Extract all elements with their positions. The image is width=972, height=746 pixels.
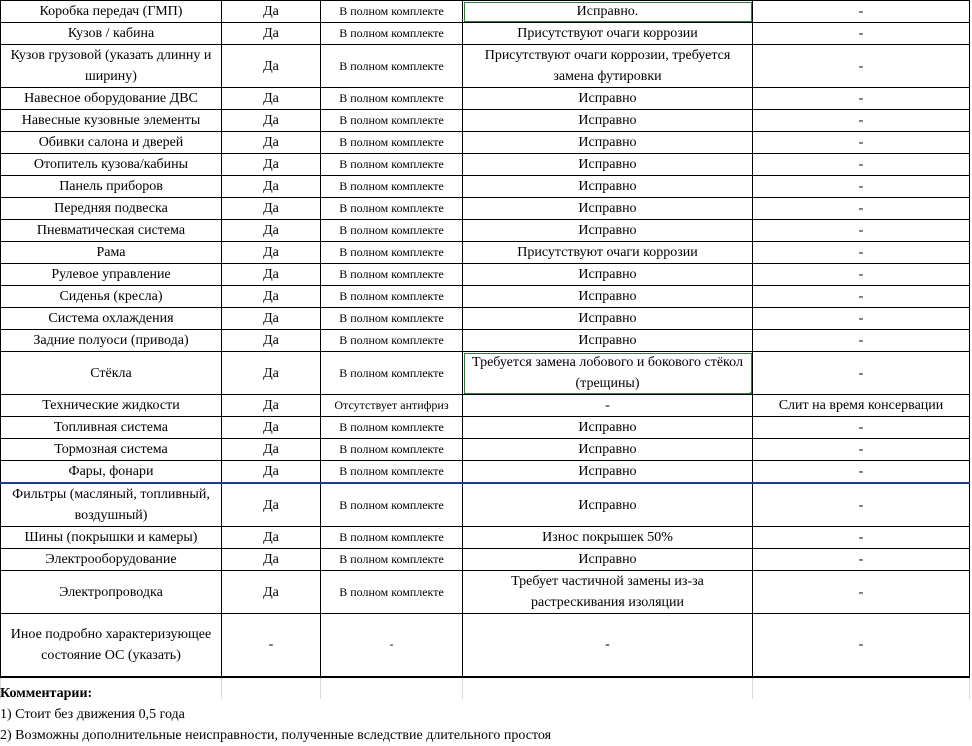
row-completeness-cell[interactable]: В полном комплекте [321, 23, 463, 45]
table-row [1, 614, 970, 677]
row-note-cell[interactable]: - [753, 132, 970, 154]
row-availability-cell[interactable]: Да [222, 527, 321, 549]
table-row [1, 483, 970, 527]
row-note-cell[interactable]: - [753, 154, 970, 176]
row-availability-cell[interactable]: Да [222, 395, 321, 417]
row-name-cell[interactable]: Электрооборудование [1, 549, 222, 571]
row-name-cell[interactable]: Передняя подвеска [1, 198, 222, 220]
row-name-cell[interactable]: Иное подробно характеризующее состояние ОС (указать) [1, 614, 222, 677]
table-row [1, 242, 970, 264]
row-condition-cell[interactable]: Исправно [463, 154, 753, 176]
row-note-cell[interactable]: - [753, 220, 970, 242]
row-condition-cell[interactable]: Присутствуют очаги коррозии [463, 242, 753, 264]
table-row [1, 527, 970, 549]
row-completeness-cell[interactable]: В полном комплекте [321, 439, 463, 461]
table-row [1, 198, 970, 220]
row-completeness-cell[interactable]: В полном комплекте [321, 110, 463, 132]
row-name-cell[interactable]: Пневматическая система [1, 220, 222, 242]
row-completeness-cell[interactable]: В полном комплекте [321, 176, 463, 198]
row-availability-cell[interactable]: Да [222, 198, 321, 220]
row-completeness-cell[interactable]: В полном комплекте [321, 308, 463, 330]
row-availability-cell[interactable]: Да [222, 110, 321, 132]
row-name-cell[interactable]: Рулевое управление [1, 264, 222, 286]
row-condition-cell[interactable]: Исправно [463, 88, 753, 110]
row-name-cell[interactable]: Панель приборов [1, 176, 222, 198]
table-row [1, 154, 970, 176]
row-availability-cell[interactable]: Да [222, 88, 321, 110]
row-name-cell[interactable]: Отопитель кузова/кабины [1, 154, 222, 176]
table-row [1, 110, 970, 132]
comments-block [0, 683, 972, 746]
row-availability-cell[interactable]: Да [222, 264, 321, 286]
table-row [1, 417, 970, 439]
row-completeness-cell[interactable]: В полном комплекте [321, 549, 463, 571]
row-name-cell[interactable]: Система охлаждения [1, 308, 222, 330]
row-availability-cell[interactable]: Да [222, 1, 321, 23]
row-condition-cell[interactable]: Исправно [463, 220, 753, 242]
row-completeness-cell[interactable]: В полном комплекте [321, 220, 463, 242]
row-name-cell[interactable]: Шины (покрышки и камеры) [1, 527, 222, 549]
row-completeness-cell[interactable]: В полном комплекте [321, 132, 463, 154]
row-note-cell[interactable]: - [753, 176, 970, 198]
row-condition-cell[interactable]: - [463, 395, 753, 417]
row-condition-cell[interactable]: Исправно [463, 549, 753, 571]
row-note-cell[interactable]: Слит на время консервации [753, 395, 970, 417]
row-availability-cell[interactable]: Да [222, 330, 321, 352]
row-name-cell[interactable]: Задние полуоси (привода) [1, 330, 222, 352]
row-condition-cell[interactable]: Исправно [463, 461, 753, 484]
row-condition-cell[interactable]: Исправно. [463, 1, 753, 23]
row-availability-cell[interactable]: Да [222, 461, 321, 484]
row-availability-cell[interactable]: Да [222, 571, 321, 614]
row-availability-cell[interactable]: Да [222, 417, 321, 439]
row-condition-cell[interactable]: Присутствуют очаги коррозии [463, 23, 753, 45]
row-note-cell[interactable]: - [753, 527, 970, 549]
table-row [1, 330, 970, 352]
table-row [1, 308, 970, 330]
row-name-cell[interactable]: Навесное оборудование ДВС [1, 88, 222, 110]
row-availability-cell[interactable]: - [222, 614, 321, 677]
table-row [1, 549, 970, 571]
table-row [1, 176, 970, 198]
row-note-cell[interactable]: - [753, 45, 970, 88]
row-note-cell[interactable]: - [753, 352, 970, 395]
row-name-cell[interactable]: Рама [1, 242, 222, 264]
row-name-cell[interactable]: Стёкла [1, 352, 222, 395]
comment-line-1: 1) Стоит без движения 0,5 года [0, 707, 185, 722]
row-condition-cell[interactable]: Исправно [463, 132, 753, 154]
row-condition-cell[interactable]: Исправно [463, 417, 753, 439]
row-completeness-cell[interactable]: В полном комплекте [321, 242, 463, 264]
row-availability-cell[interactable]: Да [222, 45, 321, 88]
row-condition-cell[interactable]: Исправно [463, 308, 753, 330]
row-condition-cell[interactable]: Исправно [463, 176, 753, 198]
row-completeness-cell[interactable]: В полном комплекте [321, 461, 463, 484]
comments-heading: Комментарии: [0, 686, 93, 701]
row-availability-cell[interactable]: Да [222, 308, 321, 330]
row-completeness-cell[interactable]: В полном комплекте [321, 527, 463, 549]
table-row [1, 88, 970, 110]
row-note-cell[interactable]: - [753, 88, 970, 110]
row-completeness-cell[interactable]: В полном комплекте [321, 1, 463, 23]
row-name-cell[interactable]: Фары, фонари [1, 461, 222, 484]
row-completeness-cell[interactable]: В полном комплекте [321, 264, 463, 286]
row-name-cell[interactable]: Тормозная система [1, 439, 222, 461]
row-condition-cell[interactable]: Износ покрышек 50% [463, 527, 753, 549]
row-name-cell[interactable]: Технические жидкости [1, 395, 222, 417]
row-availability-cell[interactable]: Да [222, 439, 321, 461]
row-name-cell[interactable]: Коробка передач (ГМП) [1, 1, 222, 23]
row-completeness-cell[interactable]: В полном комплекте [321, 198, 463, 220]
row-availability-cell[interactable]: Да [222, 286, 321, 308]
row-condition-cell[interactable]: Исправно [463, 286, 753, 308]
row-note-cell[interactable]: - [753, 242, 970, 264]
table-row [1, 23, 970, 45]
row-note-cell[interactable]: - [753, 417, 970, 439]
table-row [1, 395, 970, 417]
row-availability-cell[interactable]: Да [222, 549, 321, 571]
row-note-cell[interactable]: - [753, 614, 970, 677]
row-condition-cell[interactable]: Требует частичной замены из-за растрескивания изоляции [463, 571, 753, 614]
row-note-cell[interactable]: - [753, 286, 970, 308]
row-completeness-cell[interactable]: В полном комплекте [321, 45, 463, 88]
row-availability-cell[interactable]: Да [222, 242, 321, 264]
row-note-cell[interactable]: - [753, 571, 970, 614]
row-completeness-cell[interactable]: В полном комплекте [321, 286, 463, 308]
row-completeness-cell[interactable]: В полном комплекте [321, 352, 463, 395]
row-condition-cell[interactable]: Исправно [463, 198, 753, 220]
table-row [1, 45, 970, 88]
row-note-cell[interactable]: - [753, 1, 970, 23]
table-row [1, 220, 970, 242]
row-condition-cell[interactable]: Исправно [463, 439, 753, 461]
row-condition-cell[interactable]: Исправно [463, 483, 753, 527]
row-name-cell[interactable]: Обивки салона и дверей [1, 132, 222, 154]
row-name-cell[interactable]: Навесные кузовные элементы [1, 110, 222, 132]
row-completeness-cell[interactable]: В полном комплекте [321, 88, 463, 110]
row-availability-cell[interactable]: Да [222, 483, 321, 527]
row-completeness-cell[interactable]: В полном комплекте [321, 571, 463, 614]
row-note-cell[interactable]: - [753, 23, 970, 45]
table-row [1, 132, 970, 154]
table-row [1, 461, 970, 484]
row-name-cell[interactable]: Сиденья (кресла) [1, 286, 222, 308]
row-condition-cell[interactable]: Исправно [463, 330, 753, 352]
row-availability-cell[interactable]: Да [222, 132, 321, 154]
row-name-cell[interactable]: Кузов / кабина [1, 23, 222, 45]
table-row [1, 571, 970, 614]
row-name-cell[interactable]: Фильтры (масляный, топливный, воздушный) [1, 483, 222, 527]
row-note-cell[interactable]: - [753, 330, 970, 352]
table-row [1, 439, 970, 461]
table-row [1, 264, 970, 286]
row-name-cell[interactable]: Топливная система [1, 417, 222, 439]
row-note-cell[interactable]: - [753, 461, 970, 484]
row-note-cell[interactable]: - [753, 198, 970, 220]
row-condition-cell[interactable]: Исправно [463, 264, 753, 286]
row-availability-cell[interactable]: Да [222, 176, 321, 198]
row-condition-cell[interactable]: Требуется замена лобового и бокового стёкол (трещины) [463, 352, 753, 395]
row-completeness-cell[interactable]: В полном комплекте [321, 154, 463, 176]
row-condition-cell[interactable]: Исправно [463, 110, 753, 132]
row-note-cell[interactable]: - [753, 549, 970, 571]
row-condition-cell[interactable]: Присутствуют очаги коррозии, требуется замена футировки [463, 45, 753, 88]
row-condition-cell[interactable]: - [463, 614, 753, 677]
table-row [1, 286, 970, 308]
row-availability-cell[interactable]: Да [222, 220, 321, 242]
row-completeness-cell[interactable]: - [321, 614, 463, 677]
row-availability-cell[interactable]: Да [222, 352, 321, 395]
row-note-cell[interactable]: - [753, 308, 970, 330]
row-availability-cell[interactable]: Да [222, 154, 321, 176]
table-row [1, 1, 970, 23]
row-completeness-cell[interactable]: В полном комплекте [321, 417, 463, 439]
row-note-cell[interactable]: - [753, 110, 970, 132]
row-name-cell[interactable]: Электропроводка [1, 571, 222, 614]
table-row [1, 352, 970, 395]
row-note-cell[interactable]: - [753, 483, 970, 527]
row-name-cell[interactable]: Кузов грузовой (указать длинну и ширину) [1, 45, 222, 88]
comment-line-2: 2) Возможны дополнительные неисправности, полученные вследствие длительного простоя [0, 728, 552, 743]
row-note-cell[interactable]: - [753, 264, 970, 286]
row-completeness-cell[interactable]: Отсутствует антифриз [321, 395, 463, 417]
row-completeness-cell[interactable]: В полном комплекте [321, 330, 463, 352]
row-note-cell[interactable]: - [753, 439, 970, 461]
row-availability-cell[interactable]: Да [222, 23, 321, 45]
row-completeness-cell[interactable]: В полном комплекте [321, 483, 463, 527]
